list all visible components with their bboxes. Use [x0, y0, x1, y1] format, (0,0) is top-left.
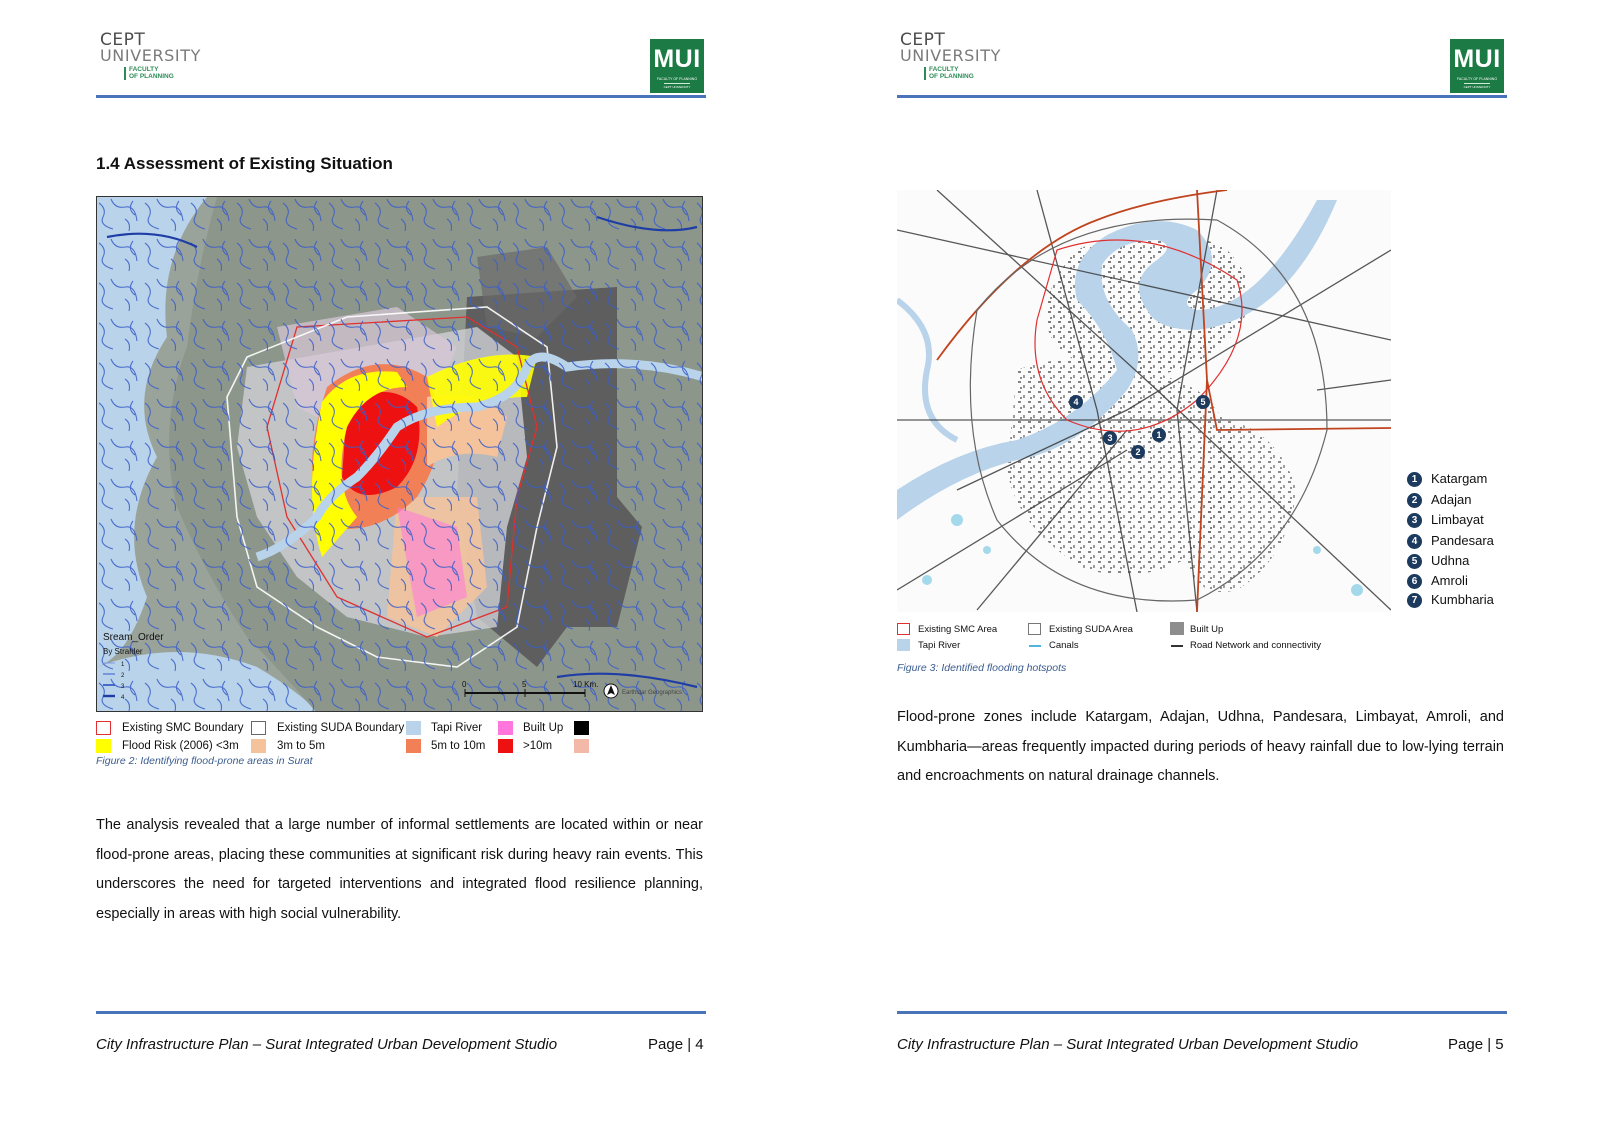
legend-swatch-suda-boundary — [251, 721, 266, 735]
stream-order-3: 3 — [121, 684, 125, 690]
svg-text:1: 1 — [1156, 430, 1162, 440]
flood-prone-paragraph: Flood-prone zones include Katargam, Adajan, Udhna, Pandesara, Limbayat, Amroli, and Kumbharia—areas frequently impacted during periods of heavy rainfall due to low-lying terrain and encroachments on natural drainage channels. — [897, 709, 1504, 784]
legend-label-built-up: Built Up — [523, 722, 564, 734]
svg-text:3: 3 — [1107, 433, 1113, 443]
legend-swatch-peach — [574, 739, 589, 753]
stream-order-legend-title: Sream_Order — [103, 632, 164, 643]
header-rule — [96, 95, 706, 98]
mui-logo-right: MUI FACULTY OF PLANNING CEPT UNIVERSITY — [1450, 39, 1504, 93]
svg-text:4: 4 — [1073, 397, 1079, 407]
stream-order-4: 4 — [121, 695, 125, 701]
legend-swatch-flood-gt10m — [498, 739, 513, 753]
legend-line-roads — [1171, 645, 1183, 647]
legend-swatch-builtup — [1170, 622, 1184, 635]
svg-text:2: 2 — [1135, 447, 1141, 457]
mui-logo: MUI FACULTY OF PLANNING CEPT UNIVERSITY — [650, 39, 704, 93]
analysis-paragraph: The analysis revealed that a large number of informal settlements are located within or near flood-prone areas, placing these communities at significant risk during heavy rain events. This underscores the need for targeted interventions and integrated flood resilience planning, especially in areas with high social vulnerability. — [96, 817, 703, 922]
scale-label-5: 5 — [522, 680, 527, 689]
legend-label-suda-area: Existing SUDA Area — [1049, 624, 1133, 635]
stream-order-legend-subtitle: By Strahler — [103, 647, 143, 656]
legend-line-canals — [1029, 645, 1041, 647]
flooding-hotspots-map-graphic — [897, 190, 1391, 612]
footer-title-right: City Infrastructure Plan – Surat Integrated Urban Development Studio — [897, 1036, 1359, 1053]
footer-rule-left — [96, 1011, 706, 1014]
figure-3-caption: Figure 3: Identified flooding hotspots — [897, 662, 1067, 674]
svg-text:5: 5 — [1200, 397, 1206, 407]
legend-label-flood-3-5m: 3m to 5m — [277, 740, 325, 752]
legend-swatch-built-up — [498, 721, 513, 735]
legend-label-roads: Road Network and connectivity — [1190, 640, 1321, 651]
legend-swatch-tapi-river — [406, 721, 421, 735]
scale-label-10km: 10 Km. — [573, 680, 599, 689]
cept-university-logo-right: CEPT UNIVERSITY FACULTY OF PLANNING — [900, 30, 1001, 80]
map-credit: Earthstar Geographics — [622, 690, 683, 696]
stream-order-2: 2 — [121, 673, 125, 679]
legend-label-smc-boundary: Existing SMC Boundary — [122, 722, 244, 734]
legend-swatch-smc-boundary — [96, 721, 111, 735]
legend-swatch-suda-area — [1028, 623, 1041, 635]
stream-order-1: 1 — [121, 662, 125, 668]
legend-swatch-flood-lt3m — [96, 739, 111, 753]
flood-risk-map-graphic — [97, 197, 703, 712]
cept-university-logo: CEPT UNIVERSITY FACULTY OF PLANNING — [100, 30, 201, 80]
legend-label-flood-lt3m: Flood Risk (2006) <3m — [122, 740, 239, 752]
legend-label-canals: Canals — [1049, 640, 1079, 651]
legend-swatch-black — [574, 721, 589, 735]
footer-page-4: Page | 4 — [648, 1036, 704, 1053]
legend-label-smc-area: Existing SMC Area — [918, 624, 998, 635]
legend-label-tapi-river: Tapi River — [431, 722, 483, 734]
legend-swatch-tapi-river-right — [897, 639, 910, 651]
footer-title-left: City Infrastructure Plan – Surat Integrated Urban Development Studio — [96, 1036, 558, 1053]
legend-swatch-flood-5-10m — [406, 739, 421, 753]
legend-label-builtup: Built Up — [1190, 624, 1224, 635]
header-rule-right — [897, 95, 1507, 98]
flooding-hotspots-map — [897, 190, 1391, 612]
legend-label-flood-5-10m: 5m to 10m — [431, 740, 486, 752]
legend-swatch-smc-area — [897, 623, 910, 635]
legend-label-tapi-river-right: Tapi River — [918, 640, 961, 651]
footer-page-5: Page | 5 — [1448, 1036, 1504, 1053]
scale-label-0: 0 — [462, 680, 467, 689]
section-heading: 1.4 Assessment of Existing Situation — [96, 154, 393, 173]
legend-swatch-flood-3-5m — [251, 739, 266, 753]
legend-label-suda-boundary: Existing SUDA Boundary — [277, 722, 405, 734]
footer-rule-right — [897, 1011, 1507, 1014]
legend-label-flood-gt10m: >10m — [523, 740, 553, 752]
flood-risk-map — [96, 196, 703, 712]
figure-2-caption: Figure 2: Identifying flood-prone areas in Surat — [96, 755, 313, 767]
